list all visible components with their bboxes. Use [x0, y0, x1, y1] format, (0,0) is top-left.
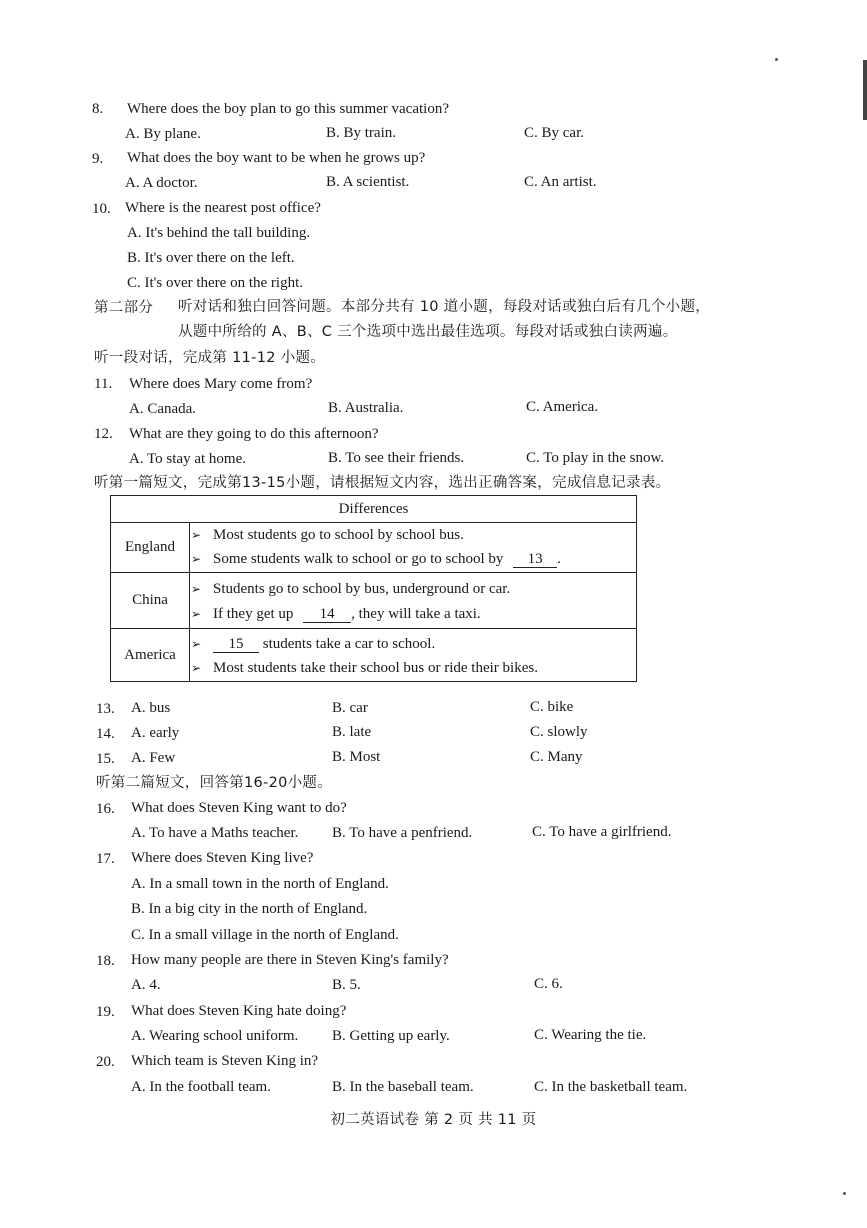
- question-text: Where does Steven King live?: [131, 850, 314, 866]
- option-a: A. Wearing school uniform.: [131, 1028, 299, 1044]
- answer-blank-13: 13: [513, 551, 557, 568]
- option-c: C. To have a girlfriend.: [532, 824, 672, 840]
- question-number: 14.: [96, 726, 115, 742]
- option-a: A. bus: [131, 700, 171, 716]
- question-number: 18.: [96, 953, 115, 969]
- question-number: 12.: [94, 426, 113, 442]
- passage1-intro: 听第一篇短文，完成第13-15小题，请根据短文内容，选出正确答案，完成信息记录表。: [94, 475, 671, 491]
- line-text: Some students walk to school or go to school by: [213, 551, 504, 567]
- option-c: C. An artist.: [524, 174, 597, 190]
- question-text: Where does Mary come from?: [129, 376, 313, 392]
- option-b: B. Most: [332, 749, 381, 765]
- arrow-bullet-icon: ➢: [191, 607, 202, 621]
- section-instructions-line1: 听对话和独白回答问题。本部分共有 10 道小题，每段对话或独白后有几个小题，: [178, 299, 711, 315]
- option-b: B. 5.: [332, 977, 361, 993]
- option-a: A. In a small town in the north of England.: [131, 876, 389, 892]
- option-c: C. Wearing the tie.: [534, 1027, 647, 1043]
- option-a: A. early: [131, 725, 180, 741]
- table-line: [191, 526, 464, 544]
- table-line: [191, 550, 561, 568]
- page-footer: 初二英语试卷 第 2 页 共 11 页: [330, 1112, 537, 1128]
- arrow-bullet-icon: ➢: [191, 637, 202, 651]
- arrow-bullet-icon: ➢: [191, 552, 202, 566]
- option-b: B. In a big city in the north of England.: [131, 901, 368, 917]
- question-text: What does Steven King want to do?: [131, 800, 347, 816]
- question-number: 20.: [96, 1054, 115, 1070]
- table-line: [191, 635, 435, 653]
- question-text: What does Steven King hate doing?: [131, 1003, 347, 1019]
- question-number: 17.: [96, 851, 115, 867]
- question-text: What does the boy want to be when he grows up?: [127, 150, 426, 166]
- line-text: If they get up: [213, 606, 294, 622]
- option-c: C. 6.: [534, 976, 563, 992]
- option-a: A. A doctor.: [125, 175, 198, 191]
- table-row-england: [111, 522, 636, 573]
- question-number: 11.: [94, 376, 113, 392]
- table-line: [191, 605, 481, 623]
- question-number: 8.: [92, 101, 104, 117]
- question-text: Where is the nearest post office?: [125, 200, 321, 216]
- option-b: B. car: [332, 700, 368, 716]
- option-a: A. 4.: [131, 977, 161, 993]
- table-line: [191, 659, 538, 677]
- line-text-tail: .: [557, 551, 561, 567]
- arrow-bullet-icon: ➢: [191, 528, 202, 542]
- option-c: C. slowly: [530, 724, 588, 740]
- scan-edge-mark: [863, 60, 867, 120]
- question-number: 15.: [96, 751, 115, 767]
- arrow-bullet-icon: ➢: [191, 661, 202, 675]
- table-row-america: [111, 629, 636, 681]
- line-text: students take a car to school.: [262, 636, 436, 652]
- question-number: 10.: [92, 201, 111, 217]
- question-text: How many people are there in Steven King's family?: [131, 952, 449, 968]
- table-row-china: [111, 573, 636, 629]
- row-label: China: [111, 573, 190, 628]
- option-b: B. To have a penfriend.: [332, 825, 473, 841]
- scan-speck: [775, 58, 778, 61]
- option-a: A. By plane.: [125, 126, 201, 142]
- option-b: B. In the baseball team.: [332, 1079, 474, 1095]
- option-c: C. In the basketball team.: [534, 1079, 688, 1095]
- question-text: Which team is Steven King in?: [131, 1053, 319, 1069]
- question-number: 13.: [96, 701, 115, 717]
- option-a: A. In the football team.: [131, 1079, 271, 1095]
- option-a: A. Few: [131, 750, 176, 766]
- question-text: Where does the boy plan to go this summer vacation?: [127, 101, 449, 117]
- line-text-tail: , they will take a taxi.: [351, 606, 481, 622]
- answer-blank-14: 14: [303, 606, 351, 623]
- option-a: A. To have a Maths teacher.: [131, 825, 299, 841]
- differences-table: [110, 495, 637, 682]
- question-number: 16.: [96, 801, 115, 817]
- question-number: 9.: [92, 151, 104, 167]
- option-c: C. In a small village in the north of England.: [131, 927, 399, 943]
- option-b: B. It's over there on the left.: [127, 250, 295, 266]
- option-c: C. Many: [530, 749, 583, 765]
- section-title: 第二部分: [94, 300, 154, 316]
- table-line: [191, 580, 510, 598]
- option-a: A. It's behind the tall building.: [127, 225, 311, 241]
- option-c: C. To play in the snow.: [526, 450, 665, 466]
- option-b: B. By train.: [326, 125, 396, 141]
- section-instructions-line2: 从题中所给的 A、B、C 三个选项中选出最佳选项。每段对话或独白读两遍。: [178, 324, 678, 340]
- option-c: C. It's over there on the right.: [127, 275, 303, 291]
- option-a: A. To stay at home.: [129, 451, 246, 467]
- option-b: B. A scientist.: [326, 174, 410, 190]
- option-a: A. Canada.: [129, 401, 197, 417]
- answer-blank-15: 15: [213, 636, 259, 653]
- row-label: America: [111, 629, 190, 681]
- line-text: Most students go to school by school bus.: [213, 527, 464, 543]
- dialogue-intro: 听一段对话，完成第 11-12 小题。: [94, 350, 326, 366]
- option-c: C. America.: [526, 399, 599, 415]
- line-text: Students go to school by bus, underground or car.: [213, 581, 511, 597]
- arrow-bullet-icon: ➢: [191, 582, 202, 596]
- table-header: Differences: [111, 496, 636, 523]
- scan-speck: [843, 1192, 846, 1195]
- option-b: B. To see their friends.: [328, 450, 465, 466]
- passage2-intro: 听第二篇短文，回答第16-20小题。: [96, 775, 333, 791]
- row-label: England: [111, 522, 190, 572]
- question-number: 19.: [96, 1004, 115, 1020]
- option-b: B. Getting up early.: [332, 1028, 450, 1044]
- option-b: B. Australia.: [328, 400, 404, 416]
- line-text: Most students take their school bus or ride their bikes.: [213, 660, 538, 676]
- option-c: C. bike: [530, 699, 574, 715]
- option-c: C. By car.: [524, 125, 584, 141]
- option-b: B. late: [332, 724, 372, 740]
- question-text: What are they going to do this afternoon?: [129, 426, 379, 442]
